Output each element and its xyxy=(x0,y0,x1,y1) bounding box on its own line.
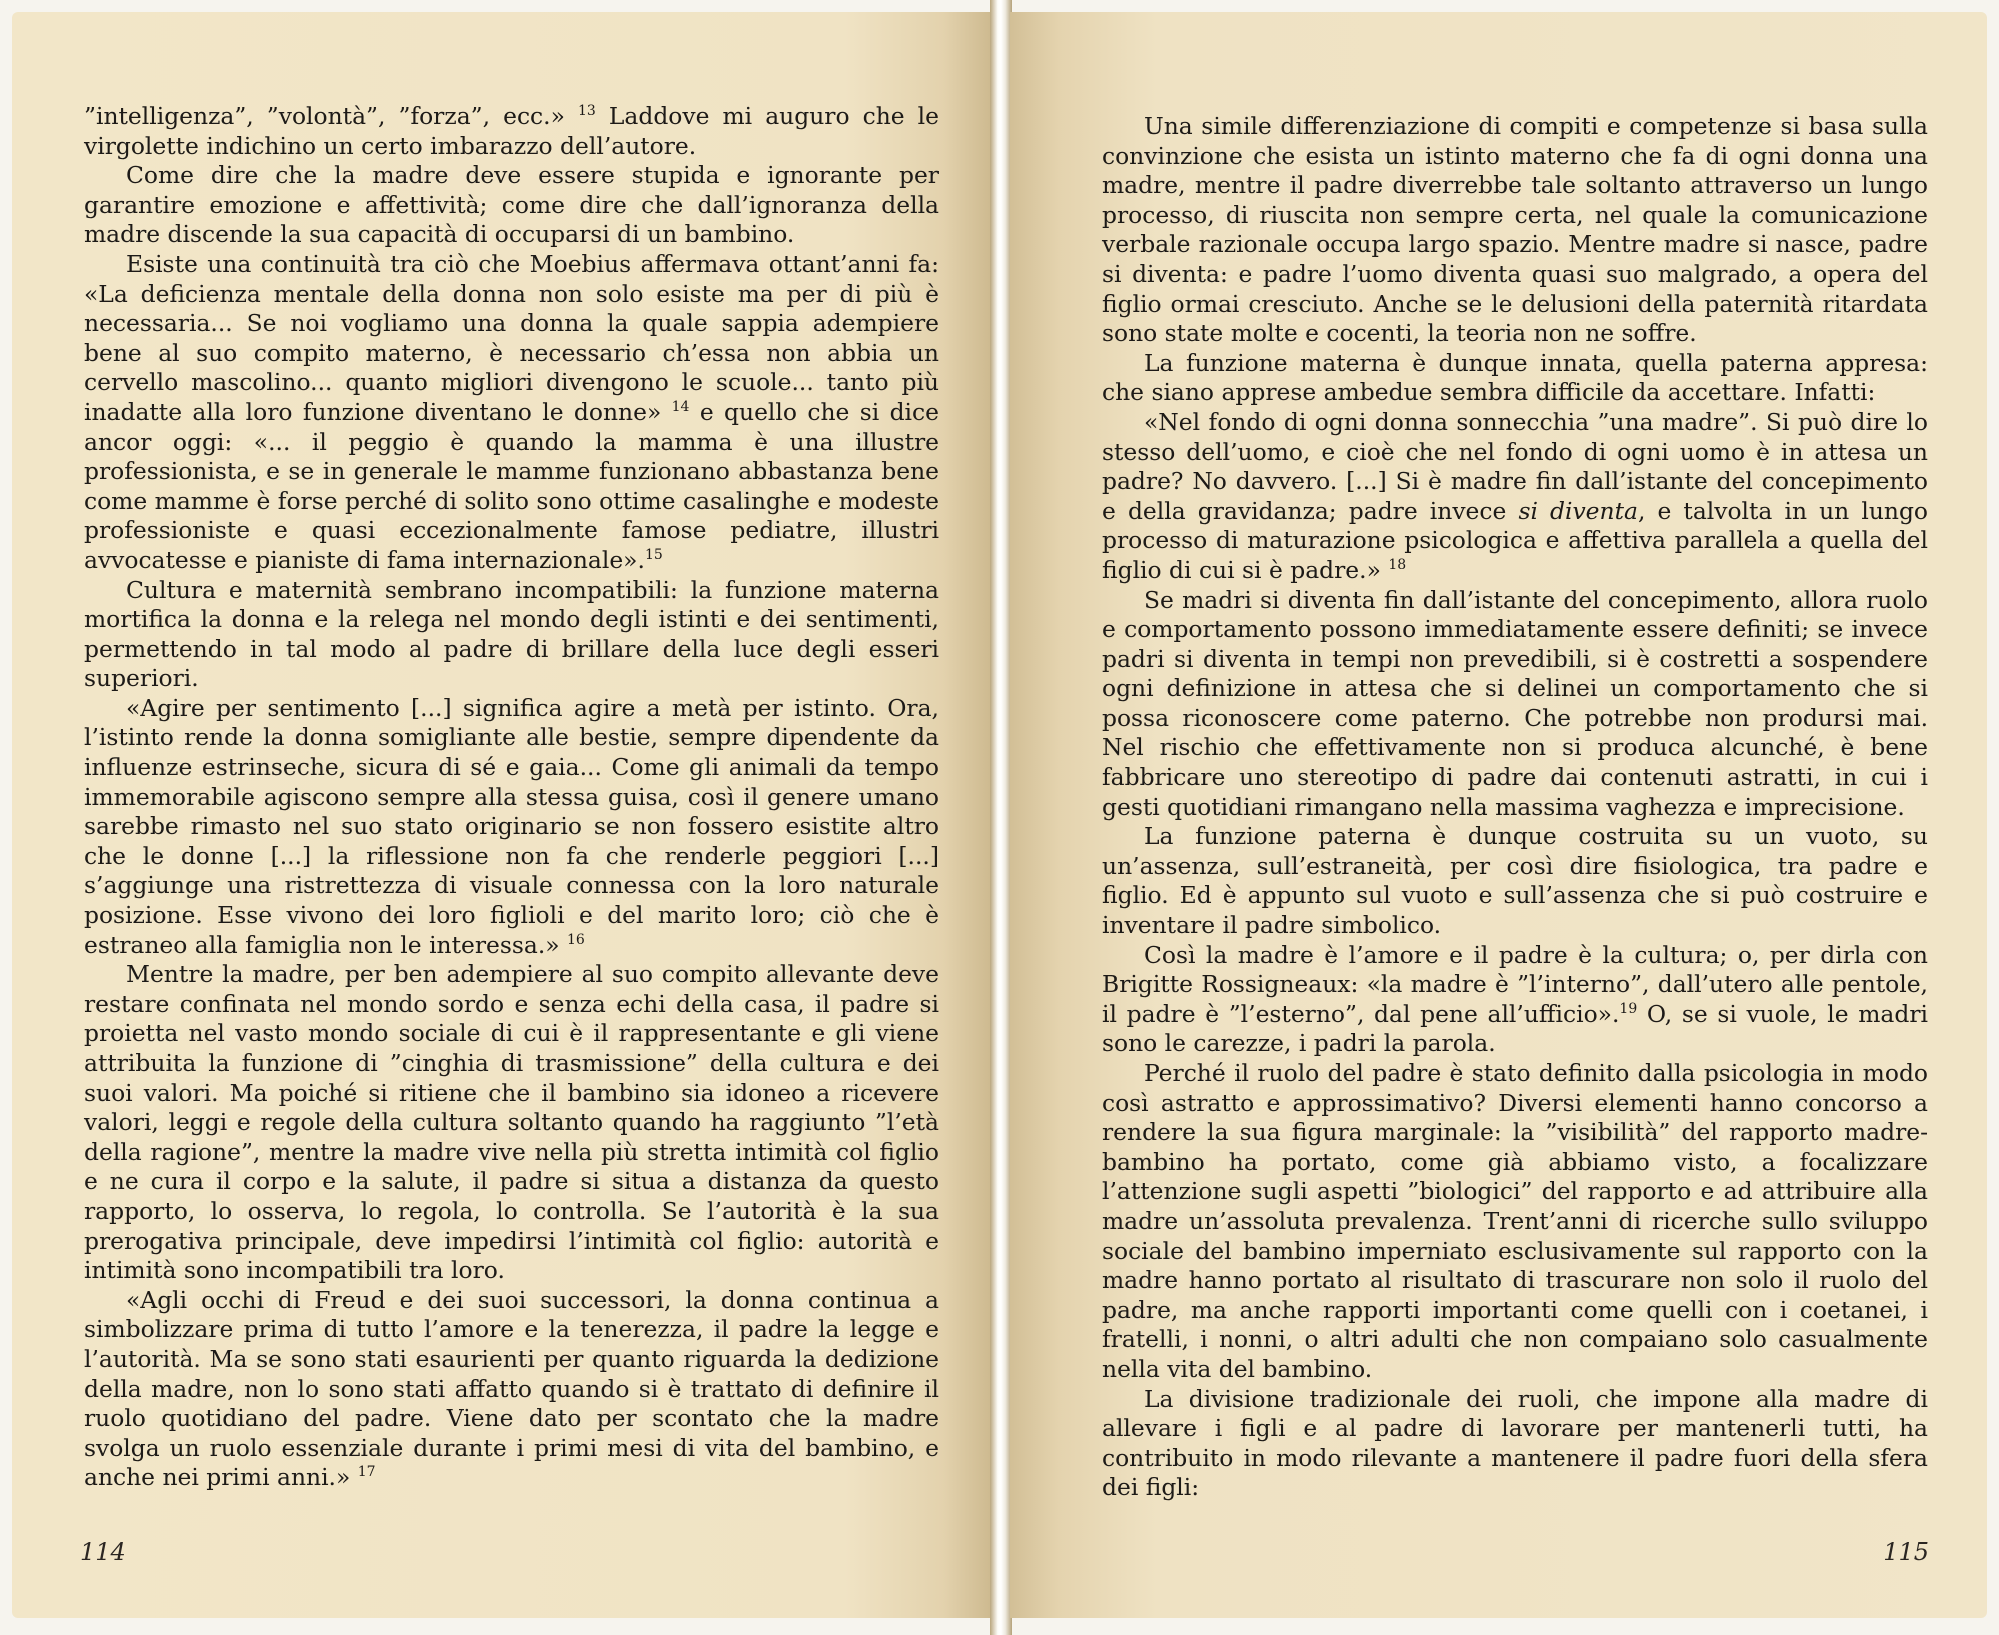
paragraph: Cultura e maternità sembrano incompatibili: la funzione materna mortifica la donna e la relega nel mondo degli istinti e dei sentimenti, permettendo in tal modo al padre di brillare della luce degli esseri superiori. xyxy=(84,575,939,693)
footnote-ref: 16 xyxy=(567,931,585,948)
paragraph: Una simile differenziazione di compiti e competenze si basa sulla convinzione che esista un istinto materno che fa di ogni donna una madre, mentre il padre diverrebbe tale soltanto attraverso un lungo processo, di riuscita non sempre certa, nel quale la comunicazione verbale razionale occupa largo spazio. Mentre madre si nasce, padre si diventa: e padre l’uomo diventa quasi suo malgrado, a opera del figlio ormai cresciuto. Anche se le delusioni della paternità ritardata sono state molte e cocenti, la teoria non ne soffre. xyxy=(1102,112,1928,348)
page-number: 115 xyxy=(1883,1538,1929,1566)
paragraph: Come dire che la madre deve essere stupida e ignorante per garantire emozione e affettività; come dire che dall’ignoranza della madre discende la sua capacità di occuparsi di un bambino. xyxy=(84,161,939,249)
footnote-ref: 13 xyxy=(577,103,596,119)
paragraph: La divisione tradizionale dei ruoli, che impone alla madre di allevare i figli e al padre di lavorare per mantenerli tutti, ha contribuito in modo rilevante a mantenere il padre fuori della sfera dei figli: xyxy=(1102,1384,1928,1502)
paragraph: La funzione paterna è dunque costruita su un vuoto, su un’assenza, sull’estraneità, per così dire fisiologica, tra padre e figlio. Ed è appunto sul vuoto e sull’assenza che si può costruire e inventare il padre simbolico. xyxy=(1102,822,1928,940)
footnote-ref: 14 xyxy=(671,398,690,415)
paragraph: Così la madre è l’amore e il padre è la cultura; o, per dirla con Brigitte Rossigneaux: «la madre è ”l’interno”, dall’utero alle pentole, il padre è ”l’esterno”, dal pene all’ufficio».$^{19}$ O, se si vuole, le madri sono le carezze, i padri la parola. xyxy=(1102,940,1928,1058)
paragraph: Se madri si diventa fin dall’istante del concepimento, allora ruolo e comportamento possono immediatamente essere definiti; se invece padri si diventa in tempi non prevedibili, si è costretti a sospendere ogni definizione in attesa che si delinei un comportamento che si possa riconoscere come paterno. Che potrebbe non prodursi mai. Nel rischio che effettivamente non si produca alcunché, è bene fabbricare uno stereotipo di padre dai contenuti astratti, in cui i gesti quotidiani rimangano nella massima vaghezza e imprecisione. xyxy=(1102,585,1928,821)
book-gutter xyxy=(990,0,1012,1635)
right-page xyxy=(1010,12,1987,1618)
paragraph: Esiste una continuità tra ciò che Moebius affermava ottant’anni fa: «La deficienza mentale della donna non solo esiste ma per di più è necessaria... Se noi vogliamo una donna la quale sappia adempiere bene al suo compito materno, è necessario ch’essa non abbia un cervello mascolino... quanto migliori divengono le scuole... tanto più inadatte alla loro funzione diventano le donne» $^{14}$ e quello che si dice ancor oggi: «... il peggio è quando la mamma è una illustre professionista, e se in generale le mamme funzionano abbastanza bene come mamme è forse perché di solito sono ottime casalinghe e modeste professioniste e quasi eccezionalmente famose pediatre, illustri avvocatesse e pianiste di fama internazionale».$^{15}$ xyxy=(84,249,939,574)
left-page xyxy=(12,12,992,1618)
paragraph: La funzione materna è dunque innata, quella paterna appresa: che siano apprese ambedue sembra difficile da accettare. Infatti: xyxy=(1102,348,1928,407)
footnote-ref: 18 xyxy=(1388,556,1407,573)
paragraph: «Agire per sentimento [...] significa agire a metà per istinto. Ora, l’istinto rende la donna somigliante alle bestie, sempre dipendente da influenze estrinseche, sicura di sé e gaia... Come gli animali da tempo immemorabile agiscono sempre alla stessa guisa, così il genere umano sarebbe rimasto nel suo stato originario se non fossero esistite altro che le donne [...] la riflessione non fa che renderle peggiori [...] s’aggiunge una ristrettezza di visuale connessa con la loro naturale posizione. Esse vivono dei loro figlioli e del marito loro; ciò che è estraneo alla famiglia non le interessa.» $^{16}$ xyxy=(84,693,939,959)
page-number: 114 xyxy=(80,1538,126,1566)
paragraph: «Agli occhi di Freud e dei suoi successori, la donna continua a simbolizzare prima di tutto l’amore e la tenerezza, il padre la legge e l’autorità. Ma se sono stati esaurienti per quanto riguarda la dedizione della madre, non lo sono stati affatto quando si è trattato di definire il ruolo quotidiano del padre. Viene dato per scontato che la madre svolga un ruolo essenziale durante i primi mesi di vita del bambino, e anche nei primi anni.» $^{17}$ xyxy=(84,1285,939,1492)
left-page-text xyxy=(84,102,939,1493)
paragraph: Perché il ruolo del padre è stato definito dalla psicologia in modo così astratto e approssimativo? Diversi elementi hanno concorso a rendere la sua figura marginale: la ”visibilità” del rapporto madre-bambino ha portato, come già abbiamo visto, a focalizzare l’attenzione sugli aspetti ”biologici” del rapporto e ad attribuire alla madre un’assoluta prevalenza. Trent’anni di ricerche sullo sviluppo sociale del bambino imperniato esclusivamente sul rapporto con la madre hanno portato al risultato di trascurare non solo il ruolo del padre, ma anche rapporti importanti come quelli con i coetanei, i fratelli, i nonni, o altri adulti che non compaiano solo casualmente nella vita del bambino. xyxy=(1102,1059,1928,1383)
footnote-ref: 17 xyxy=(357,1464,376,1481)
paragraph: ”intelligenza”, ”volontà”, ”forza”, ecc.» $^{13}$ Laddove mi auguro che le virgolette indichino un certo imbarazzo dell’autore. xyxy=(84,102,940,160)
footnote-ref: 15 xyxy=(644,546,663,563)
paragraph: «Nel fondo di ogni donna sonnecchia ”una madre”. Si può dire lo stesso dell’uomo, e cioè che nel fondo di ogni uomo è in attesa un padre? No davvero. [...] Si è madre fin dall’istante del concepimento e della gravidanza; padre invece si diventa, e talvolta in un lungo processo di maturazione psicologica e affettiva parallela a quella del figlio di cui si è padre.» $^{18}$ xyxy=(1102,407,1928,584)
footnote-ref: 19 xyxy=(1619,1000,1638,1017)
paragraph: Mentre la madre, per ben adempiere al suo compito allevante deve restare confinata nel mondo sordo e senza echi della casa, il padre si proietta nel vasto mondo sociale di cui è il rappresentante e gli viene attribuita la funzione di ”cinghia di trasmissione” della cultura e dei suoi valori. Ma poiché si ritiene che il bambino sia idoneo a ricevere valori, leggi e regole della cultura soltanto quando ha raggiunto ”l’età della ragione”, mentre la madre vive nella più stretta intimità col figlio e ne cura il corpo e la salute, il padre si situa a distanza da questo rapporto, lo osserva, lo regola, lo controlla. Se l’autorità è la sua prerogativa principale, deve impedirsi l’intimità col figlio: autorità e intimità sono incompatibili tra loro. xyxy=(84,960,939,1285)
emphasis: si diventa xyxy=(1518,496,1638,525)
right-page-text xyxy=(1102,112,1928,1503)
